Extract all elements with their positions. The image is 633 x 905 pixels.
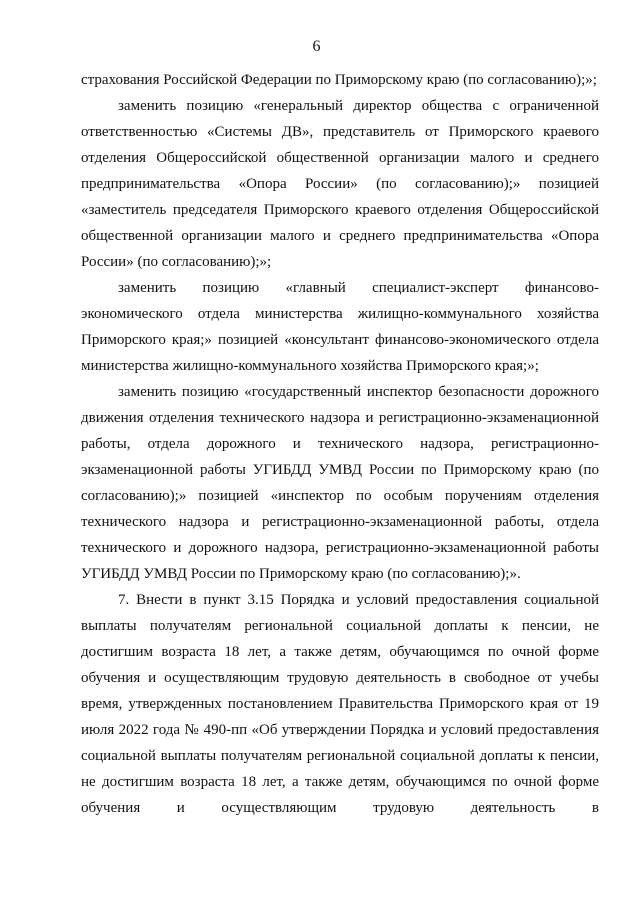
document-body	[81, 67, 599, 821]
paragraph-continuation: страхования Российской Федерации по Приморскому краю (по согласованию);»;	[81, 72, 597, 88]
page-number: 6	[312, 38, 321, 55]
paragraph-replace-director: заменить позицию «генеральный директор общества с ограниченной ответственностью «Системы ДВ», представитель от Приморского краевого отделения Общероссийской общественной организации малого и среднего предпринимательства «Опора России» (по согласованию);» позицией «заместитель председателя Приморского краевого отделения Общероссийской общественной организации малого и среднего предпринимательства «Опора России» (по согласованию);»;	[81, 98, 599, 270]
paragraph-replace-specialist: заменить позицию «главный специалист-эксперт финансово-экономического отдела министерства жилищно-коммунального хозяйства Приморского края;» позицией «консультант финансово-экономического отдела министерства жилищно-коммунального хозяйства Приморского края;»;	[81, 280, 599, 374]
paragraph-item-7: 7. Внести в пункт 3.15 Порядка и условий предоставления социальной выплаты получателям региональной социальной доплаты к пенсии, не достигшим возраста 18 лет, а также детям, обучающимся по очной форме обучения и осуществляющим трудовую деятельность в свободное от учебы время, утвержденных постановлением Правительства Приморского края от 19 июля 2022 года № 490-пп «Об утверждении Порядка и условий предоставления социальной выплаты получателям региональной социальной доплаты к пенсии, не достигшим возраста 18 лет, а также детям, обучающимся по очной форме обучения и осуществляющим трудовую деятельность в	[81, 592, 599, 816]
paragraph-replace-inspector: заменить позицию «государственный инспектор безопасности дорожного движения отделения технического надзора и регистрационно-экзаменационной работы, отдела дорожного и технического надзора, регистрационно-экзаменационной работы УГИБДД УМВД России по Приморскому краю (по согласованию);» позицией «инспектор по особым поручениям отделения технического надзора и регистрационно-экзаменационной работы, отдела технического и дорожного надзора, регистрационно-экзаменационной работы УГИБДД УМВД России по Приморскому краю (по согласованию);».	[81, 384, 599, 582]
